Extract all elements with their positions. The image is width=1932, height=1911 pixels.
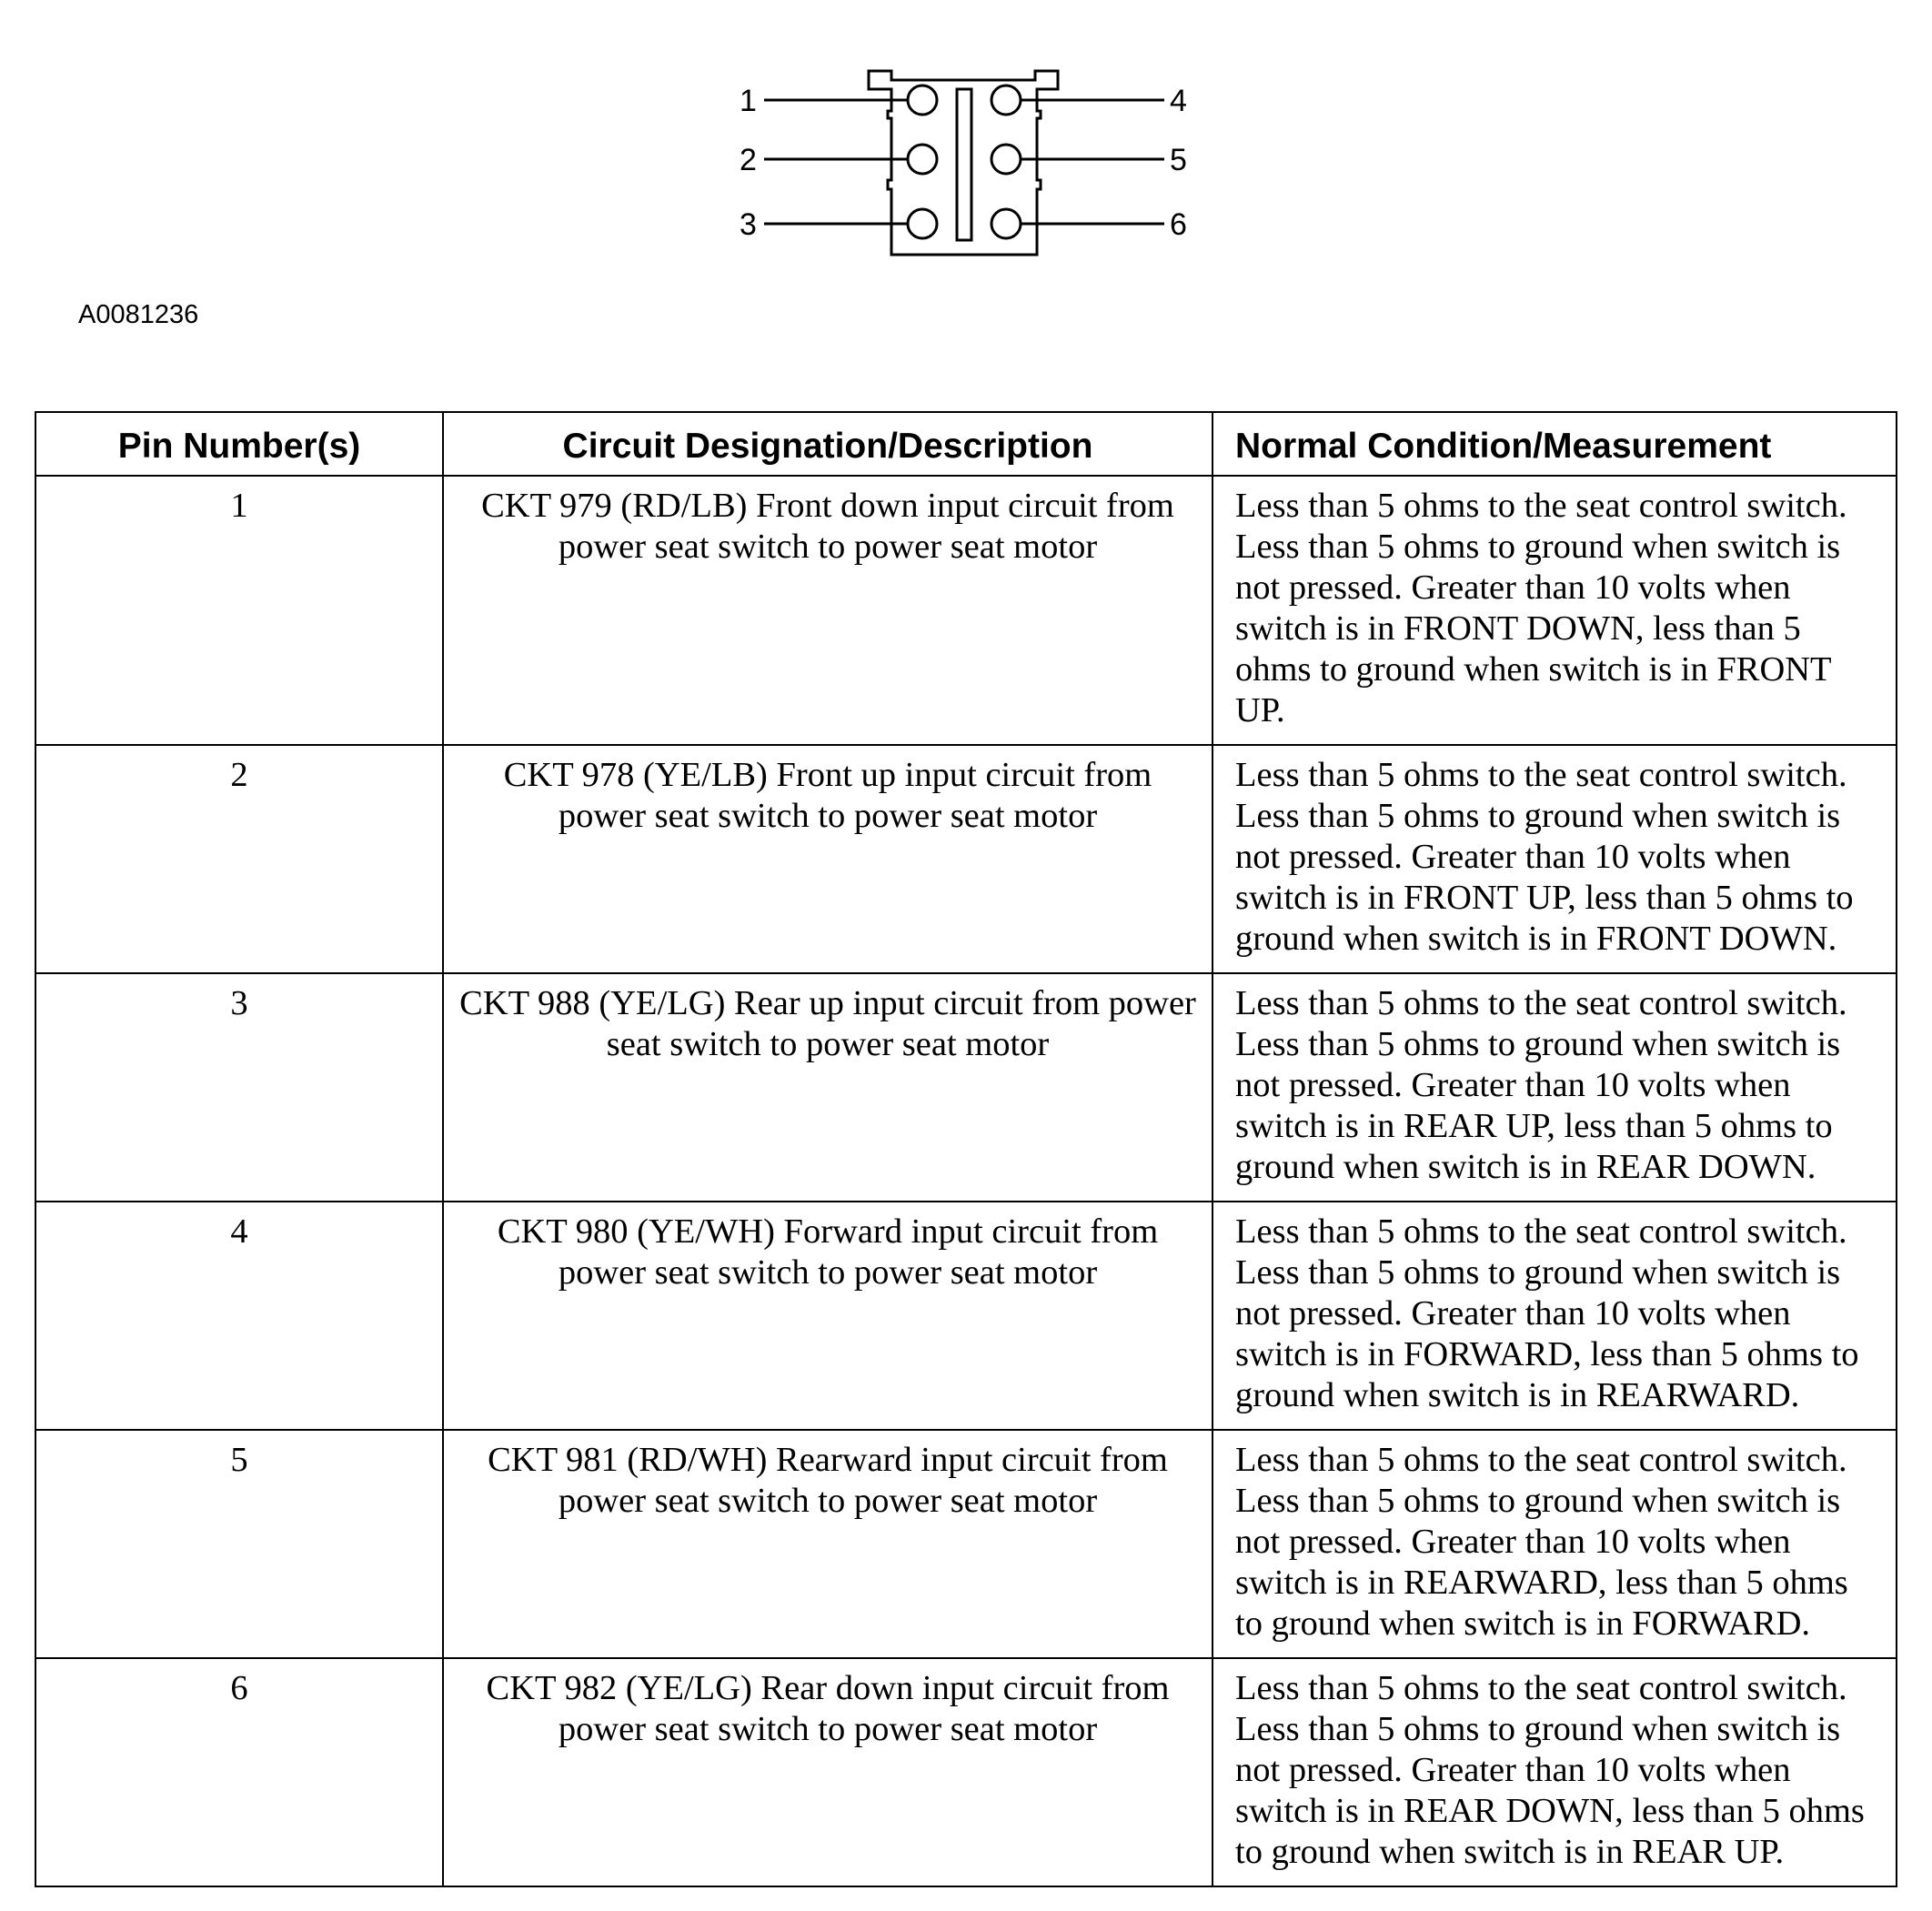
circuit-description-cell: CKT 979 (RD/LB) Front down input circuit from power seat switch to power seat motor [443, 476, 1213, 745]
condition-cell: Less than 5 ohms to the seat control switch. Less than 5 ohms to ground when switch is not pressed. Greater than 10 volts when switch is in FRONT UP, less than 5 ohms to ground when switch is in FRONT DOWN. [1213, 745, 1897, 973]
pin-label-3: 3 [740, 207, 757, 242]
pin-label-6: 6 [1170, 207, 1187, 242]
header-circuit-description: Circuit Designation/Description [443, 412, 1213, 476]
pin-5-cavity [991, 145, 1021, 174]
condition-cell: Less than 5 ohms to the seat control switch. Less than 5 ohms to ground when switch is not pressed. Greater than 10 volts when switch is in REARWARD, less than 5 ohms to ground when switch is in FORWARD. [1213, 1430, 1897, 1658]
circuit-description-cell: CKT 988 (YE/LG) Rear up input circuit from power seat switch to power seat motor [443, 973, 1213, 1202]
condition-cell: Less than 5 ohms to the seat control switch. Less than 5 ohms to ground when switch is not pressed. Greater than 10 volts when switch is in REAR UP, less than 5 ohms to ground when switch is in REAR DOWN. [1213, 973, 1897, 1202]
figure-id: A0081236 [78, 300, 199, 329]
table-header-row [35, 412, 1897, 476]
connector-body-outline [869, 71, 1058, 255]
table-row [35, 1430, 1897, 1658]
pin-3-cavity [908, 209, 937, 238]
circuit-description-cell: CKT 981 (RD/WH) Rearward input circuit from power seat switch to power seat motor [443, 1430, 1213, 1658]
header-pin-number: Pin Number(s) [35, 412, 443, 476]
pin-label-1: 1 [740, 84, 757, 118]
pin-number-cell: 4 [35, 1202, 443, 1430]
header-normal-condition: Normal Condition/Measurement [1213, 412, 1897, 476]
pin-number-cell: 1 [35, 476, 443, 745]
pin-1-cavity [908, 85, 937, 115]
pin-label-5: 5 [1170, 143, 1187, 177]
table-row [35, 745, 1897, 973]
pin-4-cavity [991, 85, 1021, 115]
table-row [35, 1202, 1897, 1430]
table-row [35, 476, 1897, 745]
pin-number-cell: 2 [35, 745, 443, 973]
table-row [35, 973, 1897, 1202]
pin-6-cavity [991, 209, 1021, 238]
circuit-description-cell: CKT 978 (YE/LB) Front up input circuit from power seat switch to power seat motor [443, 745, 1213, 973]
pin-2-cavity [908, 145, 937, 174]
condition-cell: Less than 5 ohms to the seat control switch. Less than 5 ohms to ground when switch is not pressed. Greater than 10 volts when switch is in FORWARD, less than 5 ohms to ground when switch is in REARWARD. [1213, 1202, 1897, 1430]
pin-number-cell: 5 [35, 1430, 443, 1658]
table-row [35, 1658, 1897, 1886]
condition-cell: Less than 5 ohms to the seat control switch. Less than 5 ohms to ground when switch is not pressed. Greater than 10 volts when switch is in REAR DOWN, less than 5 ohms to ground when switch is in REAR UP. [1213, 1658, 1897, 1886]
circuit-description-cell: CKT 982 (YE/LG) Rear down input circuit from power seat switch to power seat motor [443, 1658, 1213, 1886]
pin-label-4: 4 [1170, 84, 1187, 118]
connector-diagram [709, 55, 1219, 273]
pin-table [35, 411, 1897, 1887]
pin-number-cell: 6 [35, 1658, 443, 1886]
pin-label-2: 2 [740, 143, 757, 177]
pin-number-cell: 3 [35, 973, 443, 1202]
condition-cell: Less than 5 ohms to the seat control switch. Less than 5 ohms to ground when switch is not pressed. Greater than 10 volts when switch is in FRONT DOWN, less than 5 ohms to ground when switch is in FRONT UP. [1213, 476, 1897, 745]
center-divider [957, 89, 971, 240]
circuit-description-cell: CKT 980 (YE/WH) Forward input circuit from power seat switch to power seat motor [443, 1202, 1213, 1430]
